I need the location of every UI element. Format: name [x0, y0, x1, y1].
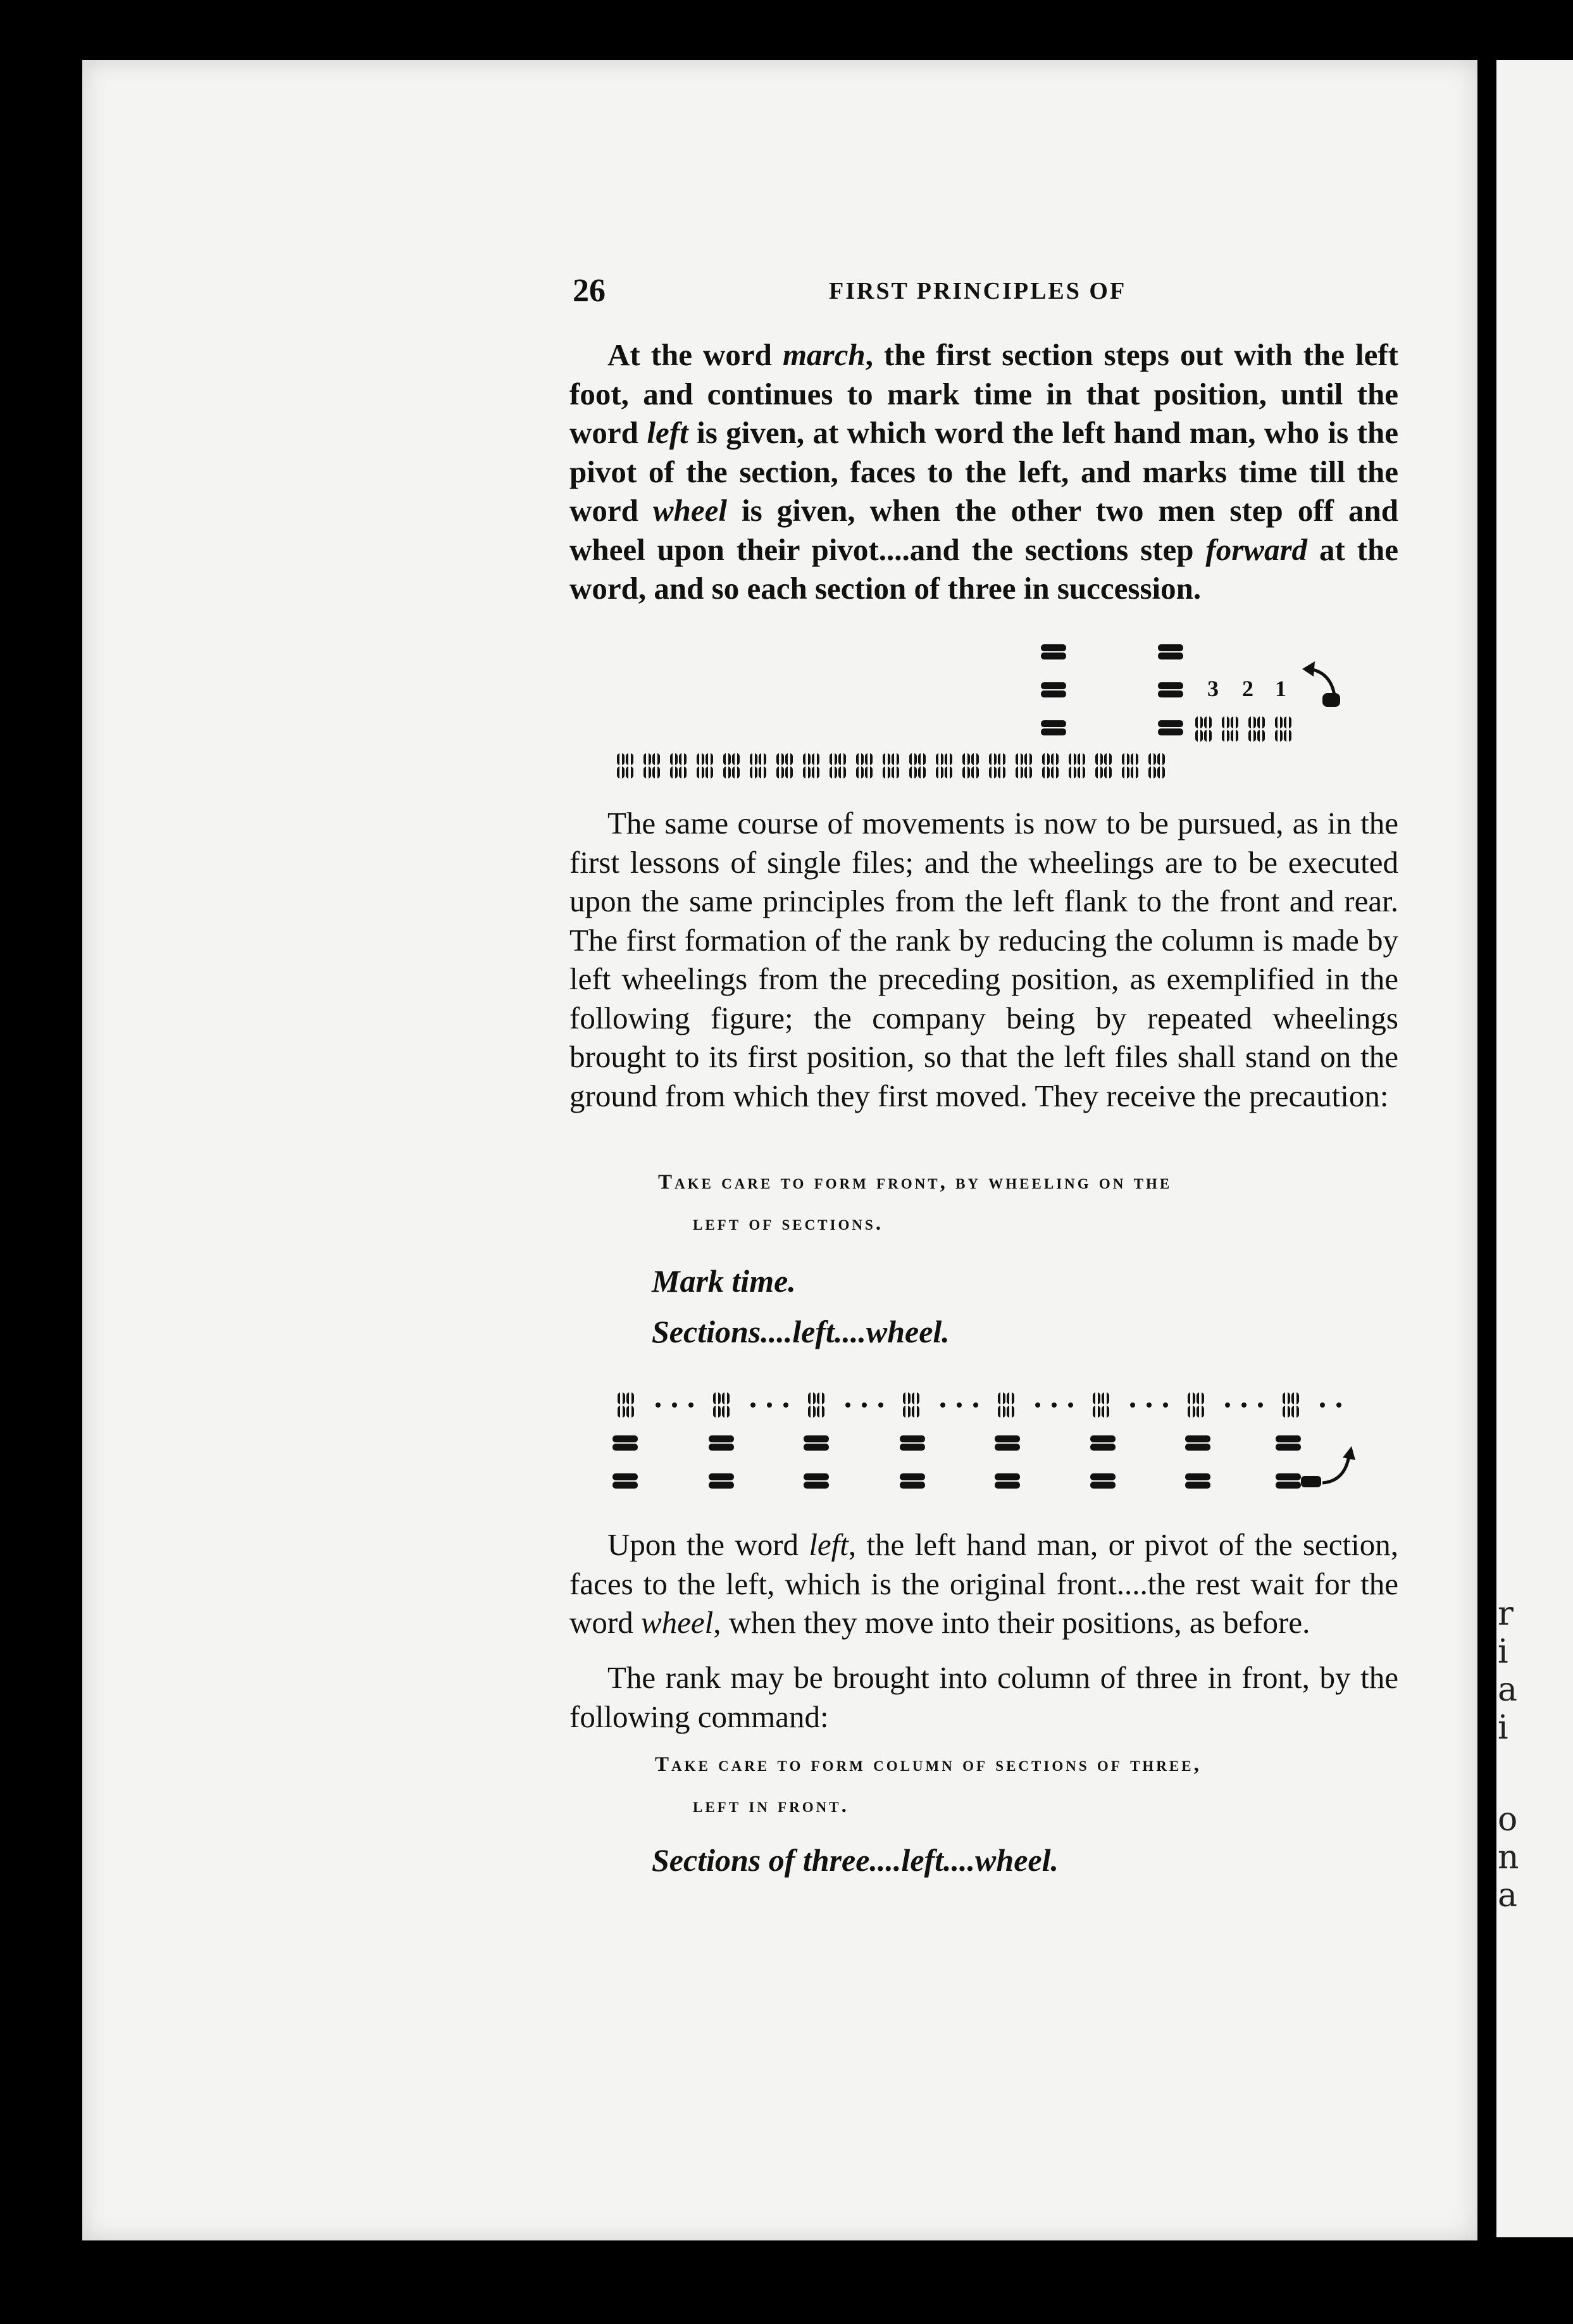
wheeled-column-right	[1158, 644, 1183, 735]
command-sections-left-wheel: Sections....left....wheel.	[652, 1314, 950, 1349]
precaution-1-line-2: left of sections.	[693, 1212, 884, 1235]
precaution-2-line-2: left in front.	[693, 1794, 849, 1817]
section-1	[612, 1392, 638, 1489]
wheeling-figure-1	[607, 630, 1367, 785]
adjacent-page-letter: r	[1498, 1595, 1514, 1633]
wheeling-figure-2	[595, 1383, 1367, 1503]
paragraph-column-of-three: The rank may be brought into column of three in front, by the following command:	[569, 1660, 1398, 1734]
command-sections-of-three-left-wheel: Sections of three....left....wheel.	[652, 1842, 1059, 1878]
wheeling-section-figures	[1195, 716, 1291, 742]
command-mark-time: Mark time.	[652, 1263, 796, 1299]
precaution-2-line-1: Take care to form column of sections of three,	[655, 1753, 1202, 1776]
running-title: FIRST PRINCIPLES OF	[829, 278, 1127, 304]
section-3	[804, 1392, 829, 1489]
section-8	[1276, 1392, 1301, 1489]
position-label-1: 1	[1275, 676, 1286, 701]
adjacent-page-edge	[1496, 60, 1573, 2237]
page-header	[573, 272, 1398, 310]
front-rank-figures	[617, 753, 1165, 778]
section-7	[1185, 1392, 1210, 1489]
adjacent-page-letter: i	[1498, 1633, 1508, 1671]
page-number: 26	[573, 273, 606, 309]
paragraph-march: At the word march, the first section steps out with the left foot, and continues to mark time in that position, until the word left is given, at which word the left hand man, who is the pivot of the section, faces to the left, and marks time till the word wheel is given, when the other two men step off and wheel upon their pivot....and the sections step forward at the word, and so each section of three in succession.	[569, 337, 1399, 606]
paragraph-upon-the-word-left: Upon the word left, the left hand man, or pivot of the section, faces to the left, which is the original front....the rest wait for the word wheel, when they move into their positions, as before.	[569, 1527, 1398, 1640]
section-2	[709, 1392, 734, 1489]
paragraph-course-of-movements: The same course of movements is now to be pursued, as in the first lessons of single files; and the wheelings are to be executed upon the same principles from the left flank to the front and rear. The first formation of the rank by reducing the column is made by left wheelings from the preceding position, as exemplified in the following figure; the company being by repeated wheelings brought to its first position, so that the left files shall stand on the ground from which they first moved. They receive the precaution:	[569, 806, 1398, 1113]
precaution-1-line-1: Take care to form front, by wheeling on the	[658, 1171, 1172, 1194]
wheel-arrow-icon	[1302, 661, 1340, 707]
position-label-2: 2	[1242, 676, 1253, 701]
adjacent-page-letter: o	[1498, 1801, 1518, 1839]
position-label-3: 3	[1207, 676, 1219, 701]
adjacent-page-letter: i	[1498, 1709, 1508, 1747]
adjacent-page-letter: a	[1498, 1671, 1518, 1709]
section-5	[995, 1392, 1020, 1489]
section-4	[900, 1392, 925, 1489]
wheeled-column-left	[1041, 644, 1066, 735]
adjacent-page-letter: n	[1498, 1839, 1519, 1877]
adjacent-page-letter: a	[1498, 1877, 1518, 1915]
wheel-arrow-icon	[1301, 1446, 1355, 1487]
section-6	[1090, 1392, 1116, 1489]
